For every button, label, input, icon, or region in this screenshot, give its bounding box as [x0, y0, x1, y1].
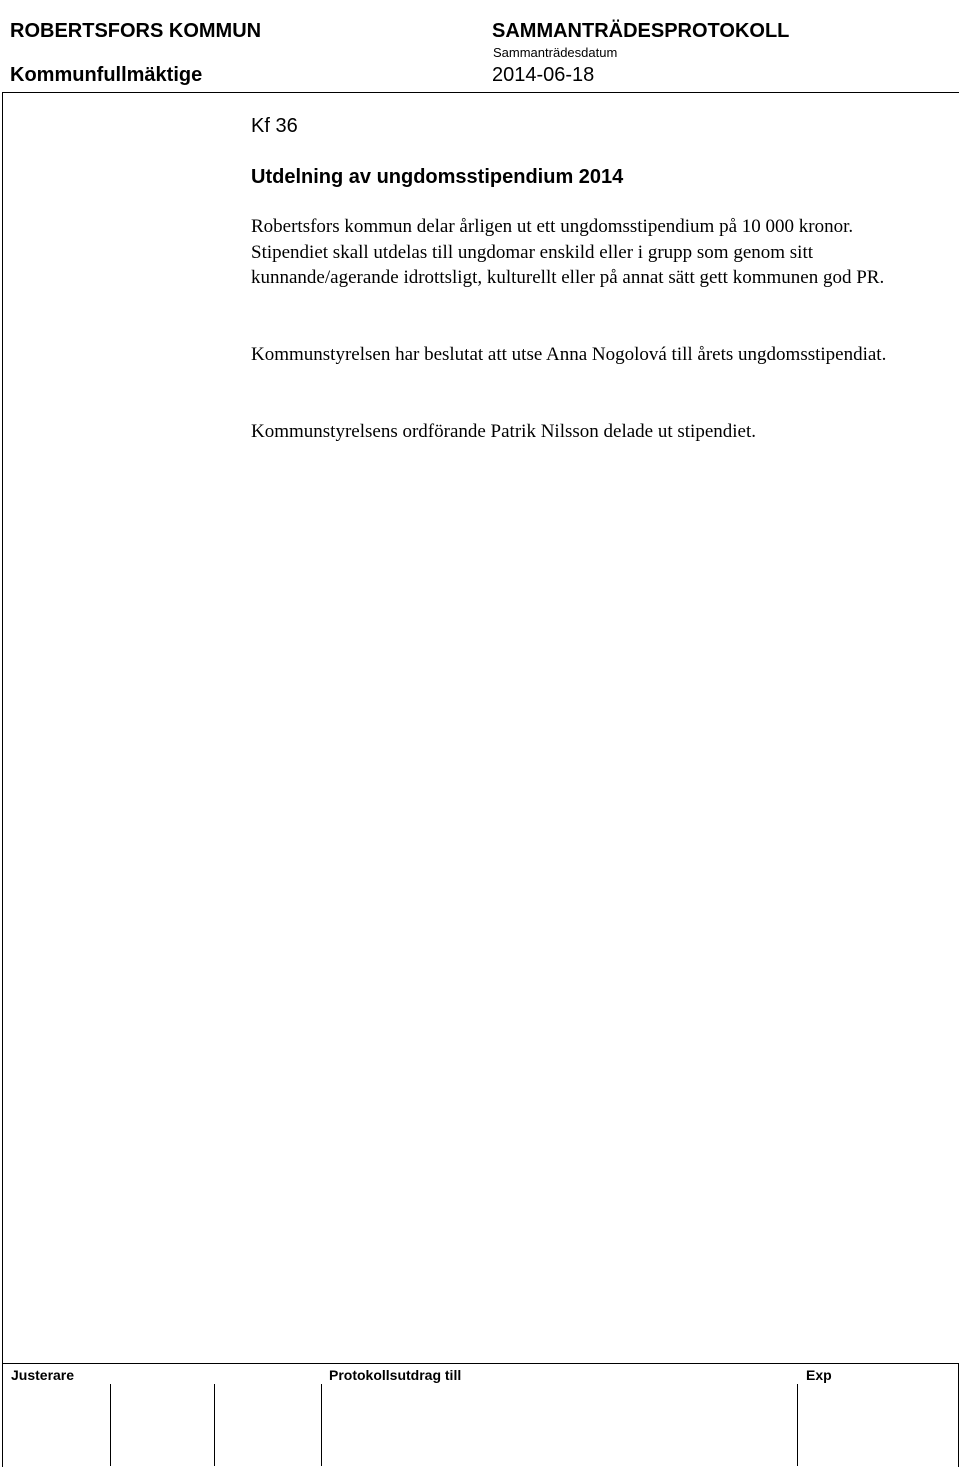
justerare-label: Justerare: [11, 1367, 75, 1383]
body-name: Kommunfullmäktige: [10, 64, 203, 86]
signing-table: [2, 1363, 959, 1467]
section-title: Utdelning av ungdomsstipendium 2014: [251, 166, 624, 188]
signature-box-divider: [797, 1384, 798, 1466]
protokollsutdrag-label: Protokollsutdrag till: [329, 1367, 462, 1383]
body-paragraph: Kommunstyrelsen har beslutat att utse Anna Nogolová till årets ungdomsstipendiat.: [251, 344, 887, 365]
signature-box-divider: [110, 1384, 111, 1466]
signature-box-divider: [214, 1384, 215, 1466]
meeting-date-label: Sammanträdesdatum: [493, 45, 618, 60]
section-number: Kf 36: [251, 115, 298, 137]
meeting-date: 2014-06-18: [492, 64, 595, 86]
exp-label: Exp: [806, 1367, 832, 1383]
body-paragraph: Robertsfors kommun delar årligen ut ett ungdomsstipendium på 10 000 kronor. Stipendiet skall utdelas till ungdomar enskild eller i grupp som genom sitt kunnande/agerande idrottsligt, kulturellt eller på annat sätt gett kommunen god PR.: [251, 216, 885, 289]
protocol-type: SAMMANTRÄDESPROTOKOLL: [492, 20, 790, 42]
municipality-name: ROBERTSFORS KOMMUN: [10, 20, 262, 42]
signature-box-divider: [321, 1384, 322, 1466]
frame-left-border: [2, 92, 3, 1464]
body-paragraph: Kommunstyrelsens ordförande Patrik Nilsson delade ut stipendiet.: [251, 421, 756, 442]
frame-top-border: [2, 92, 959, 93]
